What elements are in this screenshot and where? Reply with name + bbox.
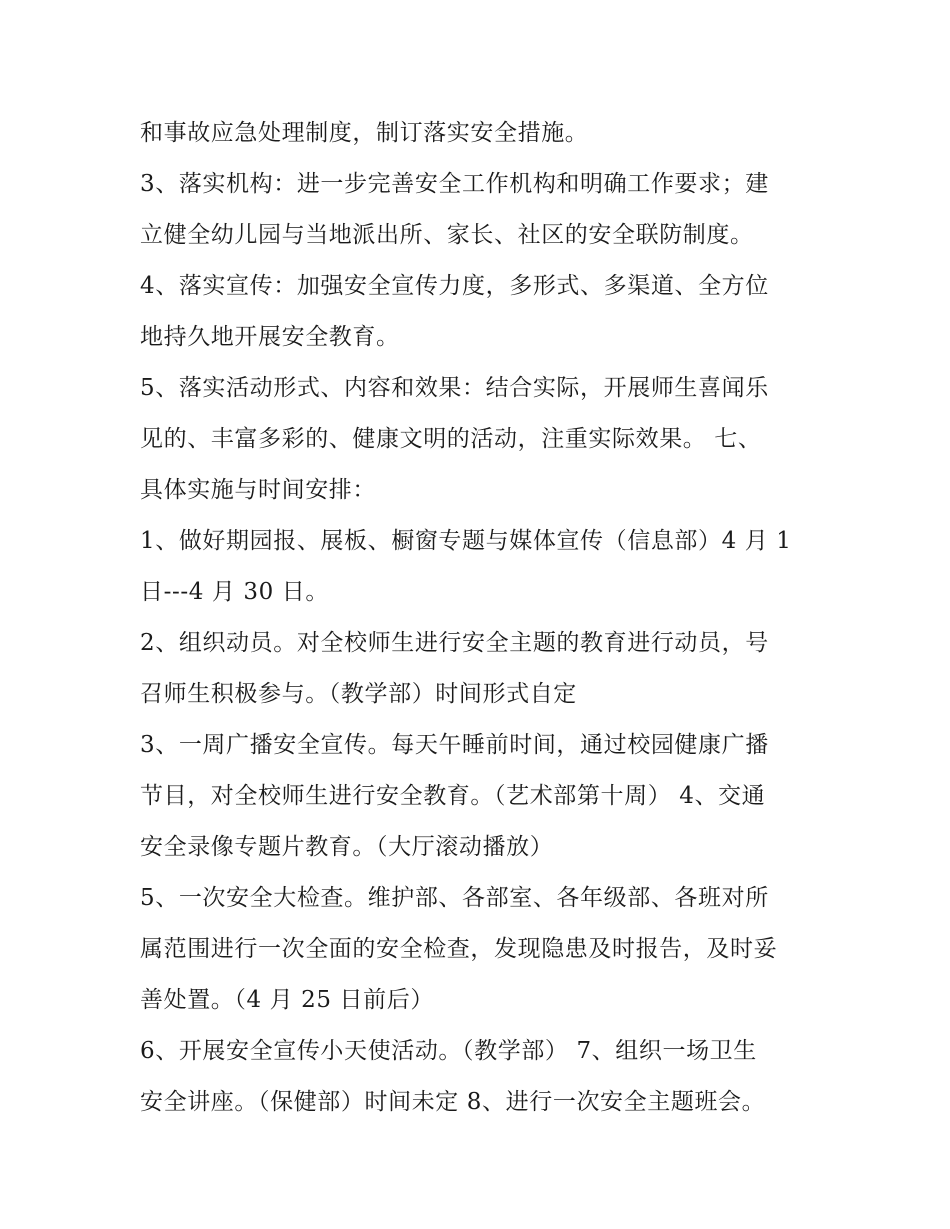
text-line: 5、落实活动形式、内容和效果：结合实际，开展师生喜闻乐 [140, 375, 769, 401]
text-line: 见的、丰富多彩的、健康文明的活动，注重实际效果。 七、 [140, 426, 762, 452]
text-line: 安全讲座。（保健部）时间未定 8、进行一次安全主题班会。 [140, 1089, 766, 1115]
text-line: 1、做好期园报、展板、橱窗专题与媒体宣传（信息部）4 月 1 [140, 528, 792, 554]
text-line: 具体实施与时间安排： [140, 477, 376, 503]
document-page [140, 108, 820, 1128]
text-line: 善处置。（4 月 25 日前后） [140, 987, 434, 1013]
text-line: 3、一周广播安全宣传。每天午睡前时间，通过校园健康广播 [140, 732, 769, 758]
text-line: 4、落实宣传：加强安全宣传力度，多形式、多渠道、全方位 [140, 273, 769, 299]
text-line: 3、落实机构：进一步完善安全工作机构和明确工作要求；建 [140, 171, 769, 197]
text-line: 地持久地开展安全教育。 [140, 324, 400, 350]
text-line: 和事故应急处理制度，制订落实安全措施。 [140, 120, 589, 146]
text-line: 6、开展安全宣传小天使活动。（教学部） 7、组织一场卫生 [140, 1038, 757, 1064]
text-line: 2、组织动员。对全校师生进行安全主题的教育进行动员，号 [140, 630, 769, 656]
text-line: 属范围进行一次全面的安全检查，发现隐患及时报告，及时妥 [140, 936, 778, 962]
text-line: 日---4 月 30 日。 [140, 579, 329, 605]
text-line: 安全录像专题片教育。（大厅滚动播放） [140, 834, 554, 860]
text-line: 召师生积极参与。（教学部）时间形式自定 [140, 681, 577, 707]
text-line: 立健全幼儿园与当地派出所、家长、社区的安全联防制度。 [140, 222, 754, 248]
text-line: 5、一次安全大检查。维护部、各部室、各年级部、各班对所 [140, 885, 769, 911]
text-line: 节目，对全校师生进行安全教育。（艺术部第十周） 4、交通 [140, 783, 766, 809]
